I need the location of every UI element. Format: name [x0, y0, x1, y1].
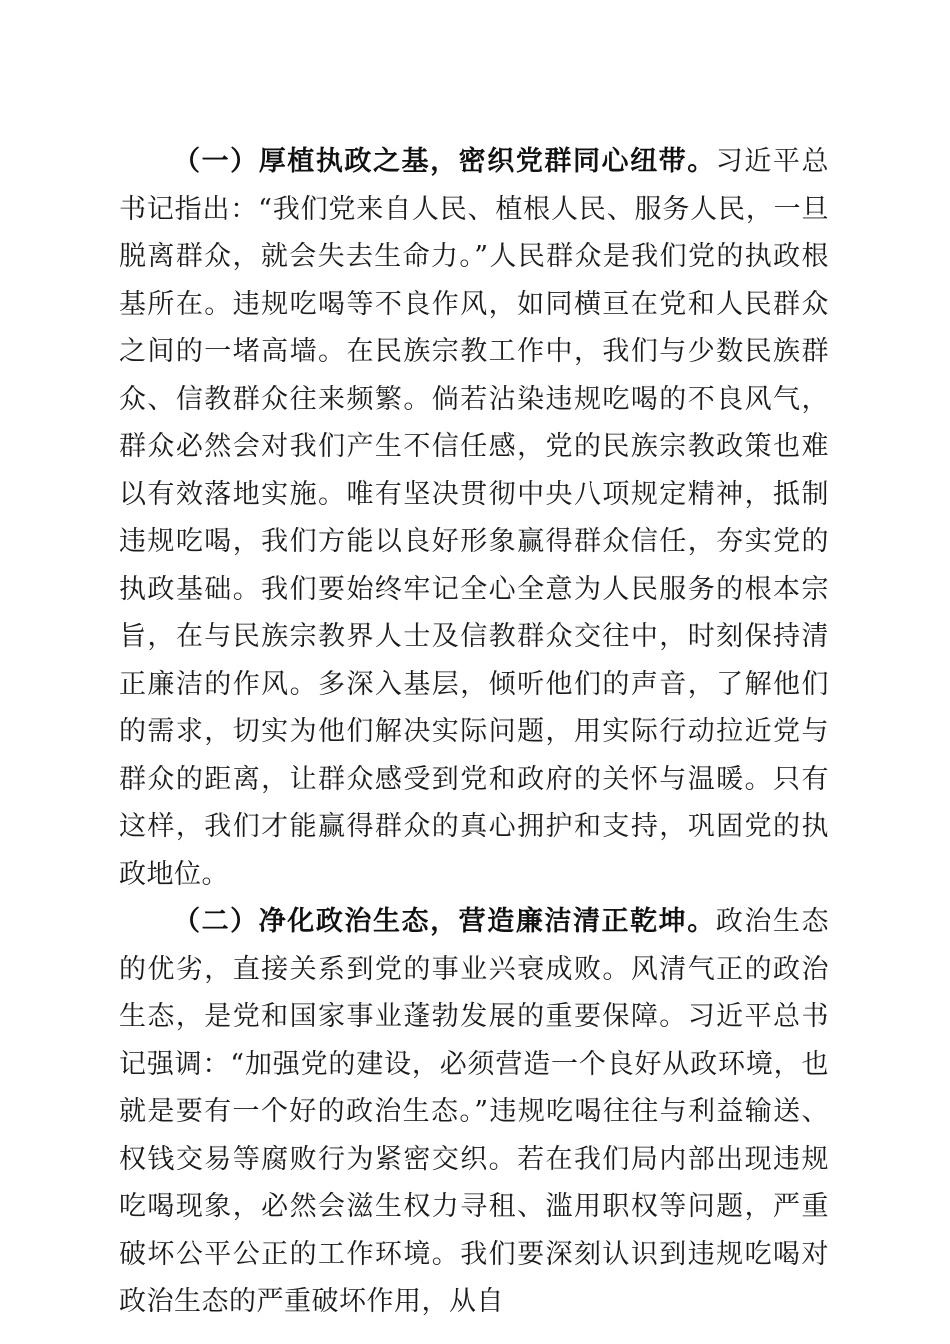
- paragraph-1-text: 习近平总书记指出：“我们党来自人民、植根人民、服务人民，一旦脱离群众，就会失去生命力。”人民群众是我们党的执政根基所在。违规吃喝等不良作风，如同横亘在党和人民群众之间的一堵高墙。在民族宗教工作中，我们与少数民族群众、信教群众往来频繁。倘若沾染违规吃喝的不良风气，群众必然会对我们产生不信任感，党的民族宗教政策也难以有效落地实施。唯有坚决贯彻中央八项规定精神，抵制违规吃喝，我们方能以良好形象赢得群众信任，夯实党的执政基础。我们要始终牢记全心全意为人民服务的根本宗旨，在与民族宗教界人士及信教群众交往中，时刻保持清正廉洁的作风。多深入基层，倾听他们的声音，了解他们的需求，切实为他们解决实际问题，用实际行动拉近党与群众的距离，让群众感受到党和政府的关怀与温暖。只有这样，我们才能赢得群众的真心拥护和支持，巩固党的执政地位。: [119, 146, 830, 890]
- paragraph-2-heading: （二）净化政治生态，营造廉洁清正乾坤。: [173, 906, 716, 937]
- paragraph-1: [119, 138, 829, 898]
- document-body: [119, 138, 829, 1326]
- paragraph-2-text: 政治生态的优劣，直接关系到党的事业兴衰成败。风清气正的政治生态，是党和国家事业蓬勃发展的重要保障。习近平总书记强调：“加强党的建设，必须营造一个良好从政环境，也就是要有一个好的政治生态。”违规吃喝往往与利益输送、权钱交易等腐败行为紧密交织。若在我们局内部出现违规吃喝现象，必然会滋生权力寻租、滥用职权等问题，严重破坏公平公正的工作环境。我们要深刻认识到违规吃喝对政治生态的严重破坏作用，从自: [119, 906, 830, 1317]
- paragraph-2: [119, 898, 829, 1326]
- paragraph-1-heading: （一）厚植执政之基，密织党群同心纽带。: [173, 146, 716, 177]
